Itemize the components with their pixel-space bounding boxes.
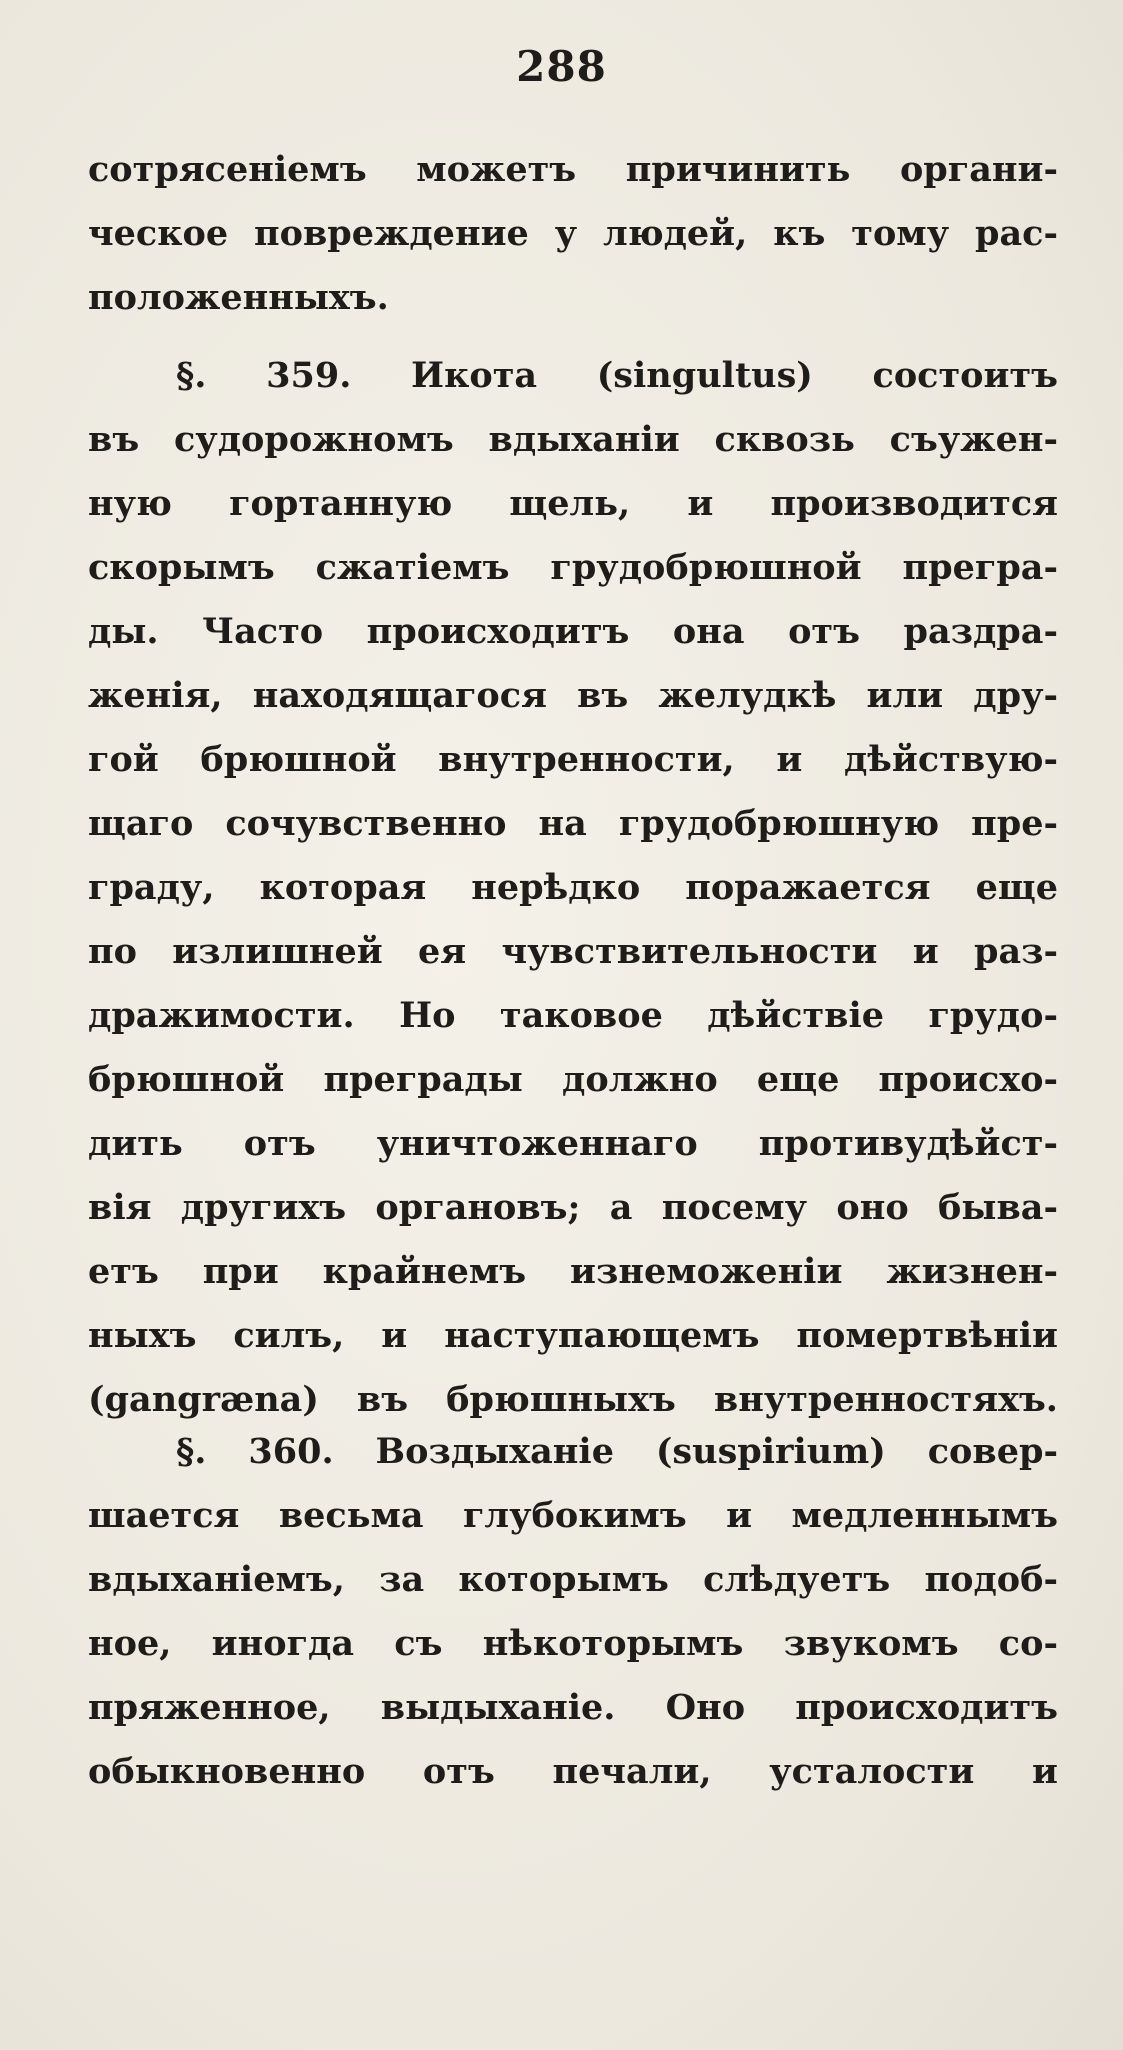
- page-number: 288: [516, 42, 607, 91]
- paragraph-359-hiccup: [88, 344, 1058, 1432]
- text-line: вiя другихъ органовъ; а посему оно быва-: [88, 1187, 1058, 1228]
- text-line: положенныхъ.: [88, 277, 389, 318]
- text-line: по излишней ея чувствительности и раз-: [88, 931, 1058, 972]
- text-line: гой брюшной внутренности, и дѣйствую-: [88, 739, 1058, 780]
- paragraph-continuation: [88, 138, 1058, 330]
- text-line: скорымъ сжатiемъ грудобрюшной прегра-: [88, 547, 1058, 588]
- text-line: ды. Часто происходитъ она отъ раздра-: [88, 611, 1058, 652]
- text-line: ныхъ силъ, и наступающемъ помертвѣнiи: [88, 1315, 1058, 1356]
- text-line: ческое повреждение у людей, къ тому рас-: [88, 213, 1058, 254]
- text-line: §. 359. Икота (singultus) состоитъ: [176, 355, 1058, 396]
- text-line: §. 360. Воздыханiе (suspirium) совер-: [176, 1431, 1058, 1472]
- text-line: ную гортанную щель, и производится: [88, 483, 1058, 524]
- text-line: етъ при крайнемъ изнеможенiи жизнен-: [88, 1251, 1058, 1292]
- text-line: вдыханiемъ, за которымъ слѣдуетъ подоб-: [88, 1559, 1058, 1600]
- text-line: сотрясенiемъ можетъ причинить органи-: [88, 149, 1058, 190]
- text-line: пряженное, выдыханiе. Оно происходитъ: [88, 1687, 1058, 1728]
- text-line: граду, которая нерѣдко поражается еще: [88, 867, 1058, 908]
- text-line: (gangræna) въ брюшныхъ внутренностяхъ.: [88, 1379, 1058, 1420]
- text-line: въ судорожномъ вдыханiи сквозь съужен-: [88, 419, 1058, 460]
- text-line: дражимости. Но таковое дѣйствiе грудо-: [88, 995, 1058, 1036]
- text-line: обыкновенно отъ печали, усталости и: [88, 1751, 1058, 1792]
- text-line: щаго сочувственно на грудобрюшную пре-: [88, 803, 1058, 844]
- text-line: женiя, находящагося въ желудкѣ или дру-: [88, 675, 1058, 716]
- text-line: шается весьма глубокимъ и медленнымъ: [88, 1495, 1058, 1536]
- paragraph-360-sigh: [88, 1420, 1058, 1804]
- text-line: брюшной преграды должно еще происхо-: [88, 1059, 1058, 1100]
- text-line: дить отъ уничтоженнаго противудѣйст-: [88, 1123, 1058, 1164]
- text-line: ное, иногда съ нѣкоторымъ звукомъ со-: [88, 1623, 1058, 1664]
